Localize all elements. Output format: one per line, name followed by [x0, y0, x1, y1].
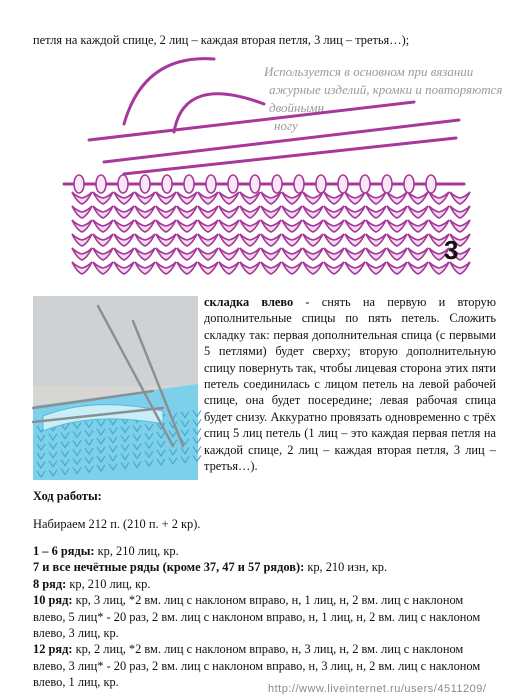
knit-stitch — [366, 220, 386, 232]
needle-stitch — [184, 175, 194, 193]
knit-stitch — [387, 206, 407, 218]
knit-stitch — [303, 206, 323, 218]
knit-stitch — [303, 220, 323, 232]
row-label: 10 ряд: — [33, 593, 73, 608]
knit-stitch — [366, 234, 386, 246]
knit-stitch — [303, 192, 323, 204]
knit-stitch — [114, 192, 134, 204]
knit-stitch — [114, 234, 134, 246]
row-label: 12 ряд: — [33, 642, 73, 657]
needle-stitch — [426, 175, 436, 193]
pleat-term: складка влево — [204, 295, 294, 309]
knit-stitch — [408, 262, 428, 274]
knit-stitch — [219, 234, 239, 246]
knit-stitch — [282, 206, 302, 218]
knit-fabric — [72, 192, 470, 274]
knit-stitch — [450, 206, 470, 218]
row-text: кр, 210 лиц, кр. — [94, 544, 179, 558]
knit-stitch — [345, 262, 365, 274]
knit-stitch — [156, 192, 176, 204]
knit-stitch — [93, 192, 113, 204]
cast-on-text: Набираем 212 п. (210 п. + 2 кр). — [33, 517, 201, 531]
knit-stitch — [303, 234, 323, 246]
knit-stitch — [114, 206, 134, 218]
knit-stitch — [156, 206, 176, 218]
knit-stitch — [240, 192, 260, 204]
knit-stitch — [240, 262, 260, 274]
knit-stitch — [135, 248, 155, 260]
row-instruction — [33, 592, 498, 641]
knit-stitch — [345, 234, 365, 246]
row-instruction — [33, 559, 498, 575]
needle-stitch — [140, 175, 150, 193]
knit-stitch — [240, 234, 260, 246]
knit-stitch — [303, 262, 323, 274]
knit-stitch — [408, 234, 428, 246]
knit-stitch — [198, 206, 218, 218]
knit-stitch — [366, 206, 386, 218]
knit-stitch — [282, 248, 302, 260]
row-instruction — [33, 543, 498, 559]
knit-stitch — [72, 220, 92, 232]
knit-stitch — [135, 262, 155, 274]
knit-stitch — [387, 220, 407, 232]
knit-stitch — [387, 234, 407, 246]
knit-stitch — [324, 206, 344, 218]
knit-stitch — [219, 192, 239, 204]
knit-stitch — [72, 262, 92, 274]
extra-needle-3 — [89, 102, 414, 140]
row-instructions — [33, 543, 498, 691]
needle-stitch — [74, 175, 84, 193]
needle-stitch — [338, 175, 348, 193]
row-label: 7 и все нечётные ряды (кроме 37, 47 и 57 рядов): — [33, 560, 305, 575]
bg-text-2: ажурные изделий, кромки и повторяются — [269, 82, 503, 97]
figure-number: 3 — [444, 235, 459, 265]
knit-stitch — [156, 234, 176, 246]
knit-stitch — [261, 192, 281, 204]
needle-stitch — [404, 175, 414, 193]
knit-stitch — [240, 248, 260, 260]
knit-stitch — [303, 248, 323, 260]
needle-stitch — [382, 175, 392, 193]
needle-stitch — [162, 175, 172, 193]
knit-stitch — [156, 220, 176, 232]
knit-stitch — [261, 248, 281, 260]
knit-stitch — [261, 220, 281, 232]
working-yarn-1 — [124, 59, 214, 124]
knit-stitch — [345, 248, 365, 260]
row-text: кр, 2 лиц, *2 вм. лиц с наклоном вправо, н, 3 лиц, н, 2 вм. лиц с наклоном влево, 3 лиц* - 20 раз, 2 вм. лиц с наклоном вправо, н, 3 лиц, н, 2 вм. лиц с наклоном влево, 1 лиц, кр. — [33, 642, 481, 690]
knit-stitch — [93, 206, 113, 218]
knit-stitch — [177, 220, 197, 232]
knit-stitch — [198, 234, 218, 246]
knit-stitch — [240, 220, 260, 232]
knit-stitch — [93, 234, 113, 246]
knit-stitch — [429, 220, 449, 232]
pleat-description — [204, 294, 496, 474]
row-label: 1 – 6 ряды: — [33, 544, 95, 558]
knit-stitch — [324, 220, 344, 232]
row-instruction — [33, 576, 498, 592]
knit-stitch — [261, 234, 281, 246]
knit-stitch — [408, 192, 428, 204]
knit-stitch — [387, 262, 407, 274]
needle-stitch — [316, 175, 326, 193]
needle-stitch — [250, 175, 260, 193]
work-title: Ход работы: — [33, 489, 102, 503]
knit-stitch — [366, 262, 386, 274]
background-text — [263, 64, 502, 133]
knit-stitch — [93, 262, 113, 274]
knit-stitch — [114, 248, 134, 260]
knit-stitch — [177, 206, 197, 218]
row-text: кр, 210 лиц, кр. — [66, 576, 151, 591]
knit-stitch — [72, 206, 92, 218]
knit-stitch — [219, 262, 239, 274]
knit-stitch — [345, 206, 365, 218]
knit-stitch — [240, 206, 260, 218]
needle-stitch — [294, 175, 304, 193]
pleat-text: - снять на первую и вторую дополнительные спицы по пять петель. Сложить складку так: первая дополнительная спица (с первыми 5 петлями) будет сверху; вторую дополнительную спицу повернуть так, чтобы лицевая сторона этих пяти петель соединилась с лицом петель на левой рабочей спице, она будет посередине; левая рабочая спица будет снизу. Аккуратно провязать одновременно с трёх спиц 5 лиц петель (1 лиц – это каждая первая петля на каждой спице, 2 лиц – каждая вторая петля, 3 лиц – третья…). — [204, 295, 496, 474]
knit-stitch — [324, 192, 344, 204]
knit-stitch — [261, 262, 281, 274]
knit-stitch — [282, 262, 302, 274]
intro-text: петля на каждой спице, 2 лиц – каждая вторая петля, 3 лиц – третья…); — [33, 33, 410, 47]
knit-stitch — [177, 192, 197, 204]
knit-stitch — [219, 206, 239, 218]
knit-stitch — [450, 220, 470, 232]
knit-stitch — [156, 262, 176, 274]
needle-stitch — [206, 175, 216, 193]
extra-needle-2 — [124, 138, 456, 174]
bg-text-4: ногу — [274, 118, 298, 133]
knit-stitch — [93, 220, 113, 232]
knit-stitch — [387, 248, 407, 260]
knit-stitch — [177, 234, 197, 246]
knit-stitch — [135, 206, 155, 218]
footer-url: http://www.liveinternet.ru/users/4511209/ — [268, 683, 487, 695]
knit-stitch — [219, 248, 239, 260]
knit-stitch — [198, 192, 218, 204]
needle-stitch — [360, 175, 370, 193]
knit-stitch — [366, 248, 386, 260]
needle-stitch — [96, 175, 106, 193]
knit-stitch — [408, 220, 428, 232]
knit-stitch — [72, 234, 92, 246]
knit-stitch — [135, 234, 155, 246]
knit-stitch — [345, 220, 365, 232]
knitting-illustration — [64, 54, 503, 279]
knit-stitch — [93, 248, 113, 260]
knit-stitch — [198, 262, 218, 274]
knit-stitch — [408, 206, 428, 218]
knit-stitch — [177, 262, 197, 274]
knit-stitch — [156, 248, 176, 260]
needle-stitch — [272, 175, 282, 193]
needle-stitch — [228, 175, 238, 193]
row-text: кр, 3 лиц, *2 вм. лиц с наклоном вправо, н, 1 лиц, н, 2 вм. лиц с наклоном влево, 5 лиц* - 20 раз, 2 вм. лиц с наклоном вправо, н, 1 лиц, н, 2 вм. лиц с наклоном влево, 3 лиц, кр. — [33, 593, 481, 641]
knit-stitch — [408, 248, 428, 260]
knit-stitch — [324, 234, 344, 246]
row-text: кр, 210 изн, кр. — [304, 560, 388, 575]
bg-text-3: двойнымн — [269, 100, 325, 115]
knit-stitch — [219, 220, 239, 232]
knit-stitch — [198, 220, 218, 232]
knit-stitch — [114, 220, 134, 232]
row-label: 8 ряд: — [33, 576, 67, 591]
knit-stitch — [324, 262, 344, 274]
knit-stitch — [450, 192, 470, 204]
knit-stitch — [261, 206, 281, 218]
knit-stitch — [387, 192, 407, 204]
knit-stitch — [282, 234, 302, 246]
knit-stitch — [72, 248, 92, 260]
knit-stitch — [324, 248, 344, 260]
knit-stitch — [345, 192, 365, 204]
knit-stitch — [429, 192, 449, 204]
needle-stitch — [118, 175, 128, 193]
knit-stitch — [114, 262, 134, 274]
knit-stitch — [177, 248, 197, 260]
knit-stitch — [282, 220, 302, 232]
needle-stitches — [74, 175, 436, 193]
knit-stitch — [429, 206, 449, 218]
knit-stitch — [198, 248, 218, 260]
knitting-photo — [33, 296, 198, 480]
knit-stitch — [135, 220, 155, 232]
bg-text-1: Используется в основном при вязании — [264, 64, 474, 79]
knit-stitch — [72, 192, 92, 204]
knit-stitch — [366, 192, 386, 204]
